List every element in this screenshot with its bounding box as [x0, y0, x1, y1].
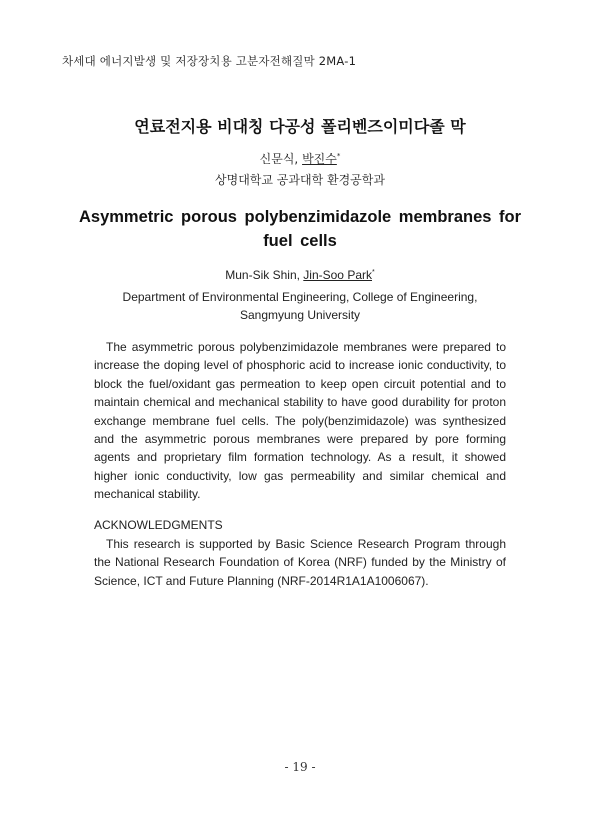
page-number: - 19 - [284, 760, 316, 774]
english-author-2: Jin-Soo Park [303, 268, 372, 282]
abstract-paragraph: The asymmetric porous polybenzimidazole membranes were prepared to increase the doping level of phosphoric acid to increase ionic conductivity, to block the fuel/oxidant gas permeation to keep open circuit potential and to maintain chemical and mechanical stability to have good durability for proton exchange membrane fuel cells. The poly(benzimidazole) was synthesized and the asymmetric porous membranes were prepared by pore forming agents and proprietary film formation technology. As a result, it showed higher ionic conductivity, low gas permeability and similar chemical and mechanical stability. [94, 340, 506, 502]
english-corresponding-mark: * [372, 269, 375, 276]
korean-authors [0, 150, 600, 167]
korean-corresponding-mark: * [336, 152, 341, 160]
korean-author-1: 신문식, [259, 152, 299, 166]
korean-author-2: 박진수 [302, 152, 337, 166]
english-title-line-1: Asymmetric porous polybenzimidazole membranes for [78, 208, 522, 226]
acknowledgments-paragraph: This research is supported by Basic Science Research Program through the National Research Foundation of Korea (NRF) funded by the Ministry of Science, ICT and Future Planning (NRF-2014R1A1A1006067). [94, 537, 506, 588]
english-title-line-2: fuel cells [263, 232, 337, 250]
korean-affiliation: 상명대학교 공과대학 환경공학과 [215, 173, 385, 187]
running-header: 차세대 에너지발생 및 저장장치용 고분자전해질막 2MA-1 [62, 54, 357, 68]
english-affiliation-line-1: Department of Environmental Engineering, College of Engineering, [122, 290, 478, 304]
english-affiliation [60, 288, 540, 324]
english-author-1: Mun-Sik Shin, [225, 268, 300, 282]
acknowledgments-heading: ACKNOWLEDGMENTS [94, 518, 223, 532]
english-authors [0, 268, 600, 282]
english-affiliation-line-2: Sangmyung University [239, 308, 361, 322]
english-title [60, 205, 540, 253]
korean-title: 연료전지용 비대칭 다공성 폴리벤즈이미다졸 막 [134, 117, 466, 136]
